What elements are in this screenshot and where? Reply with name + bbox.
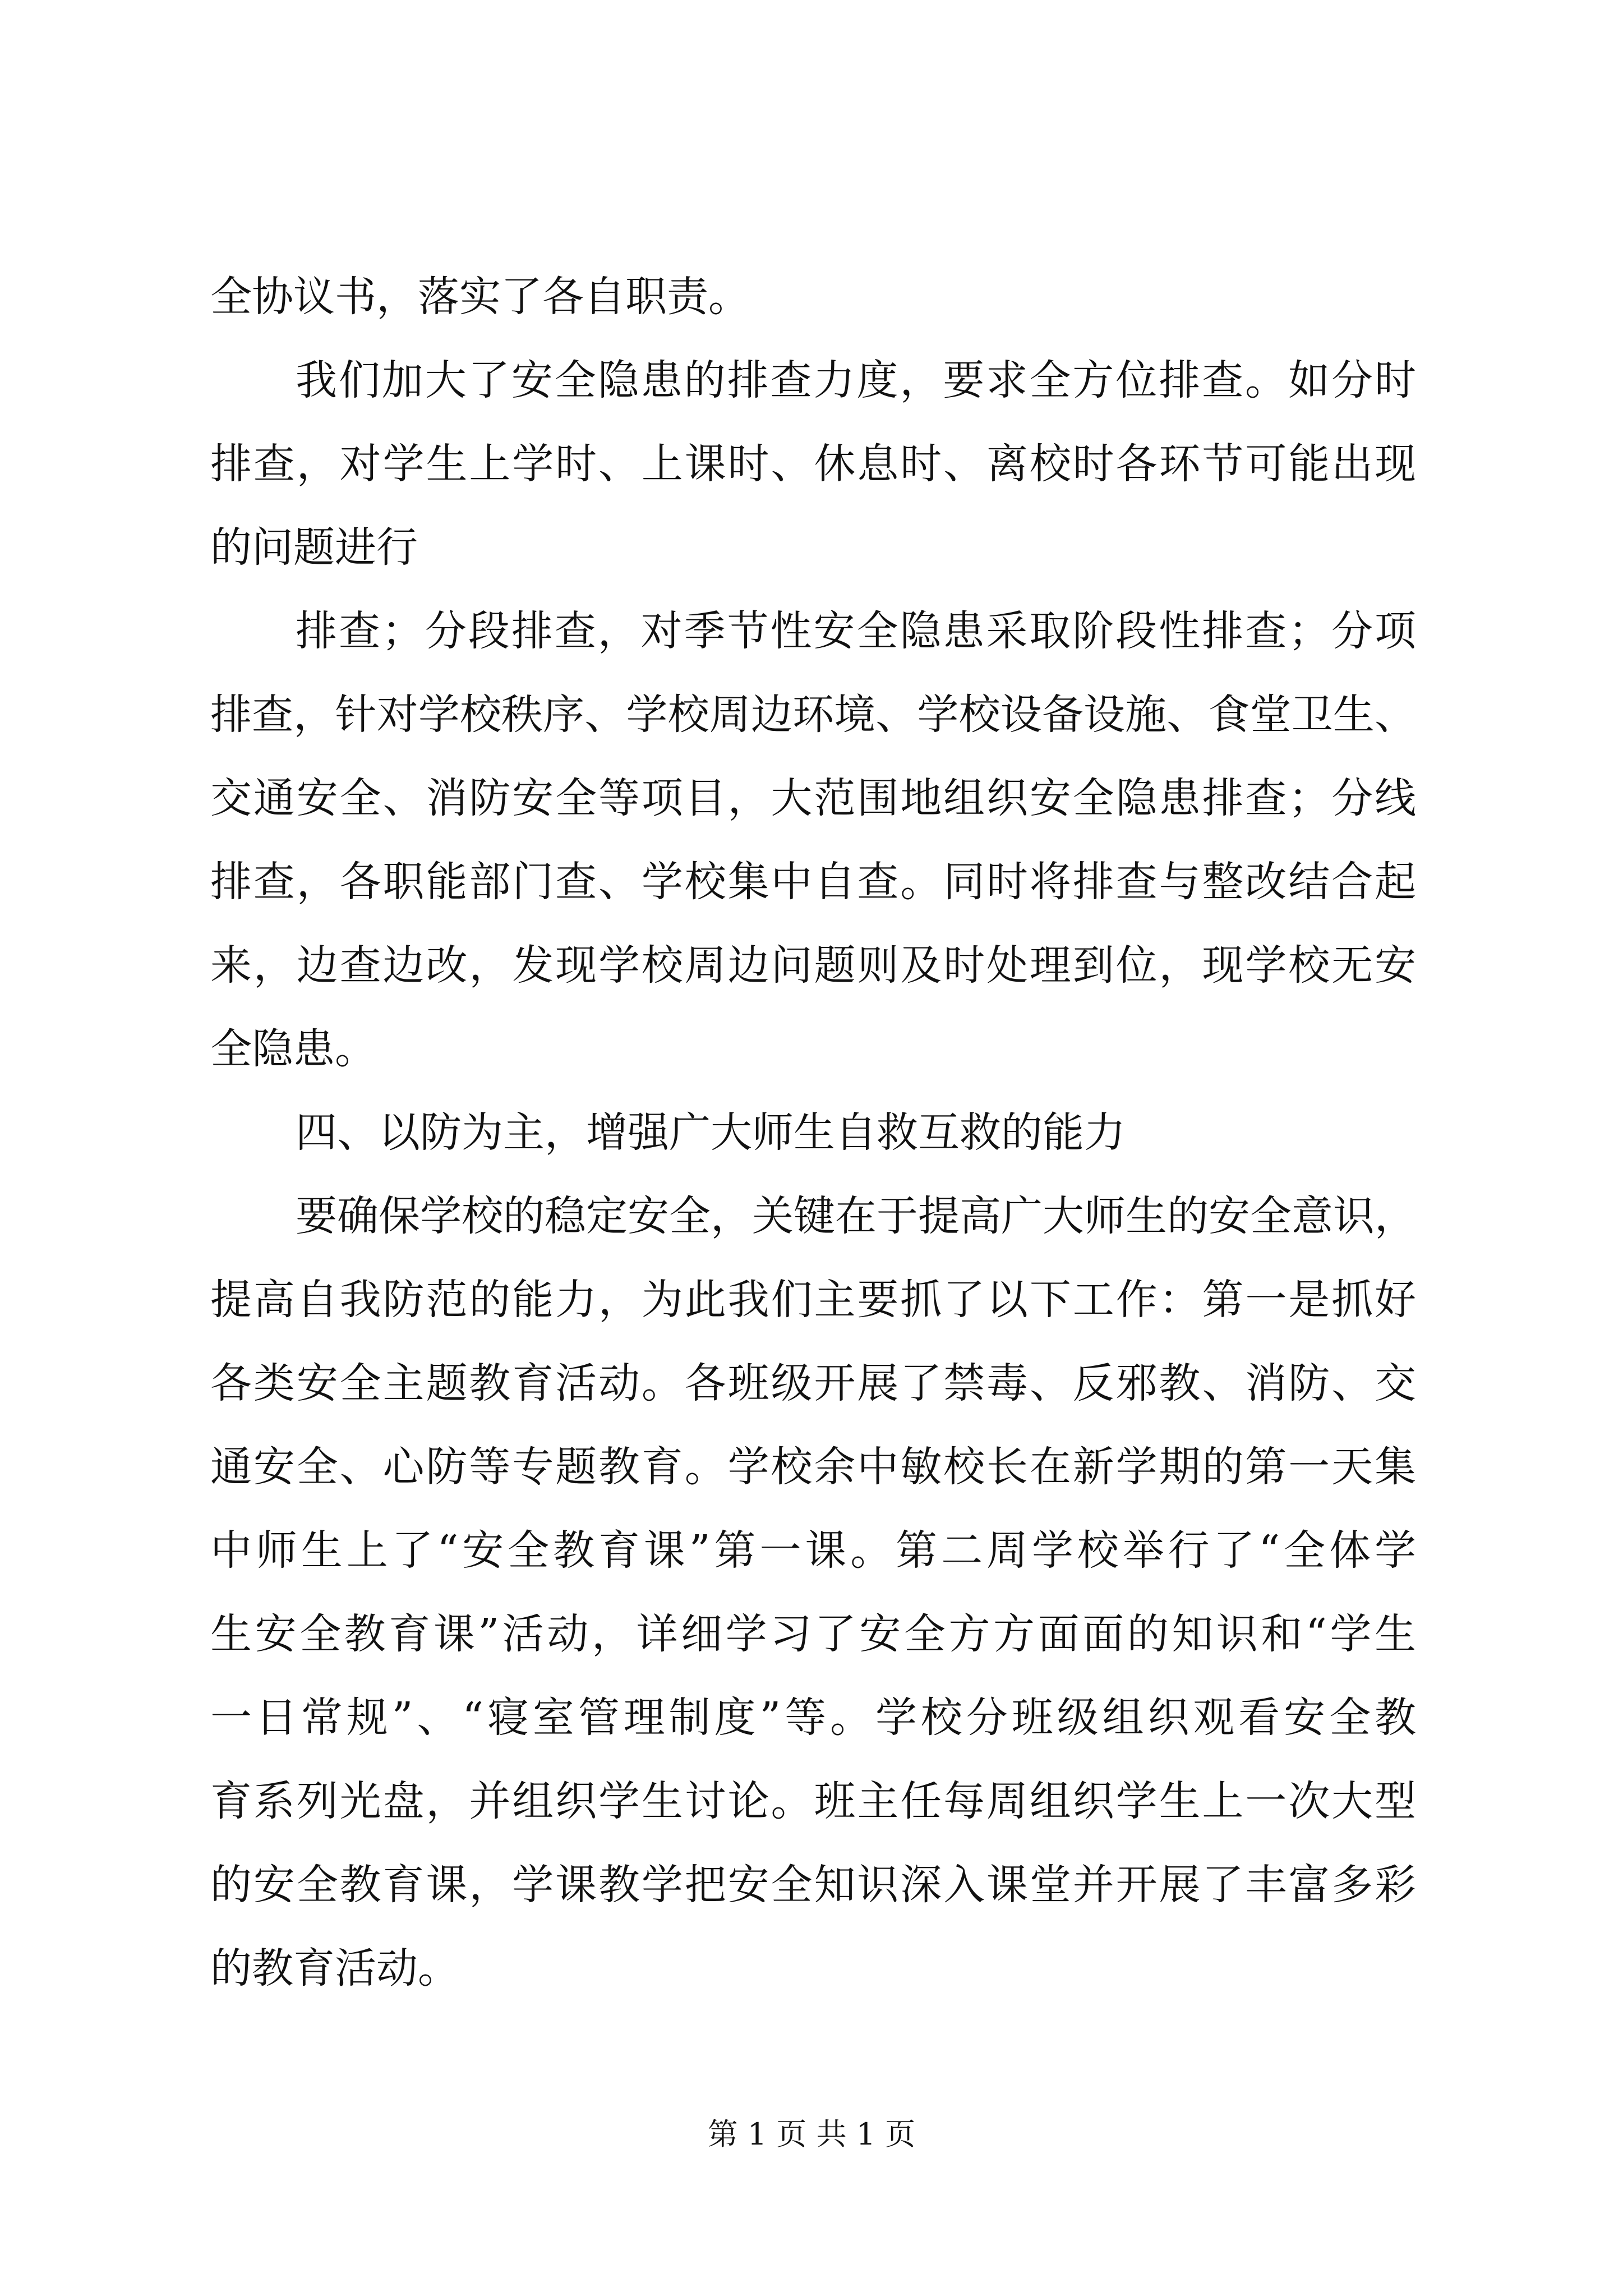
text-line: 一日常规”、“寝室管理制度”等。学校分班级组织观看安全教 — [210, 1694, 1416, 1742]
document-body — [210, 255, 1416, 2010]
text-line: 全协议书，落实了各自职责。 — [210, 273, 750, 321]
text-line: 通安全、心防等专题教育。学校余中敏校长在新学期的第一天集 — [210, 1443, 1416, 1491]
text-line: 各类安全主题教育活动。各班级开展了禁毒、反邪教、消防、交 — [210, 1359, 1416, 1407]
text-line: 育系列光盘，并组织学生讨论。班主任每周组织学生上一次大型 — [210, 1777, 1416, 1825]
text-line: 生安全教育课”活动，详细学习了安全方方面面的知识和“学生 — [210, 1610, 1416, 1658]
text-line: 的安全教育课，学课教学把安全知识深入课堂并开展了丰富多彩 — [210, 1861, 1416, 1909]
text-line: 排查，对学生上学时、上课时、休息时、离校时各环节可能出现 — [210, 440, 1416, 488]
paragraph-start-line: 我们加大了安全隐患的排查力度，要求全方位排查。如分时 — [296, 356, 1416, 404]
page-number-footer: 第 1 页 共 1 页 — [707, 2116, 916, 2152]
section-heading: 四、以防为主，增强广大师生自救互救的能力 — [296, 1108, 1126, 1157]
paragraph-start-line: 排查；分段排查，对季节性安全隐患采取阶段性排查；分项 — [296, 607, 1416, 655]
text-line: 中师生上了“安全教育课”第一课。第二周学校举行了“全体学 — [210, 1526, 1416, 1575]
text-line: 排查，针对学校秩序、学校周边环境、学校设备设施、食堂卫生、 — [210, 691, 1416, 739]
paragraph-start-line: 要确保学校的稳定安全，关键在于提高广大师生的安全意识， — [296, 1192, 1416, 1240]
text-line: 提高自我防范的能力，为此我们主要抓了以下工作：第一是抓好 — [210, 1276, 1416, 1324]
text-line: 全隐患。 — [210, 1025, 376, 1073]
text-line: 交通安全、消防安全等项目，大范围地组织安全隐患排查；分线 — [210, 774, 1416, 822]
text-line: 来，边查边改，发现学校周边问题则及时处理到位，现学校无安 — [210, 941, 1416, 990]
text-line: 排查，各职能部门查、学校集中自查。同时将排查与整改结合起 — [210, 858, 1416, 906]
text-line: 的问题进行 — [210, 523, 418, 572]
text-line: 的教育活动。 — [210, 1944, 459, 1993]
